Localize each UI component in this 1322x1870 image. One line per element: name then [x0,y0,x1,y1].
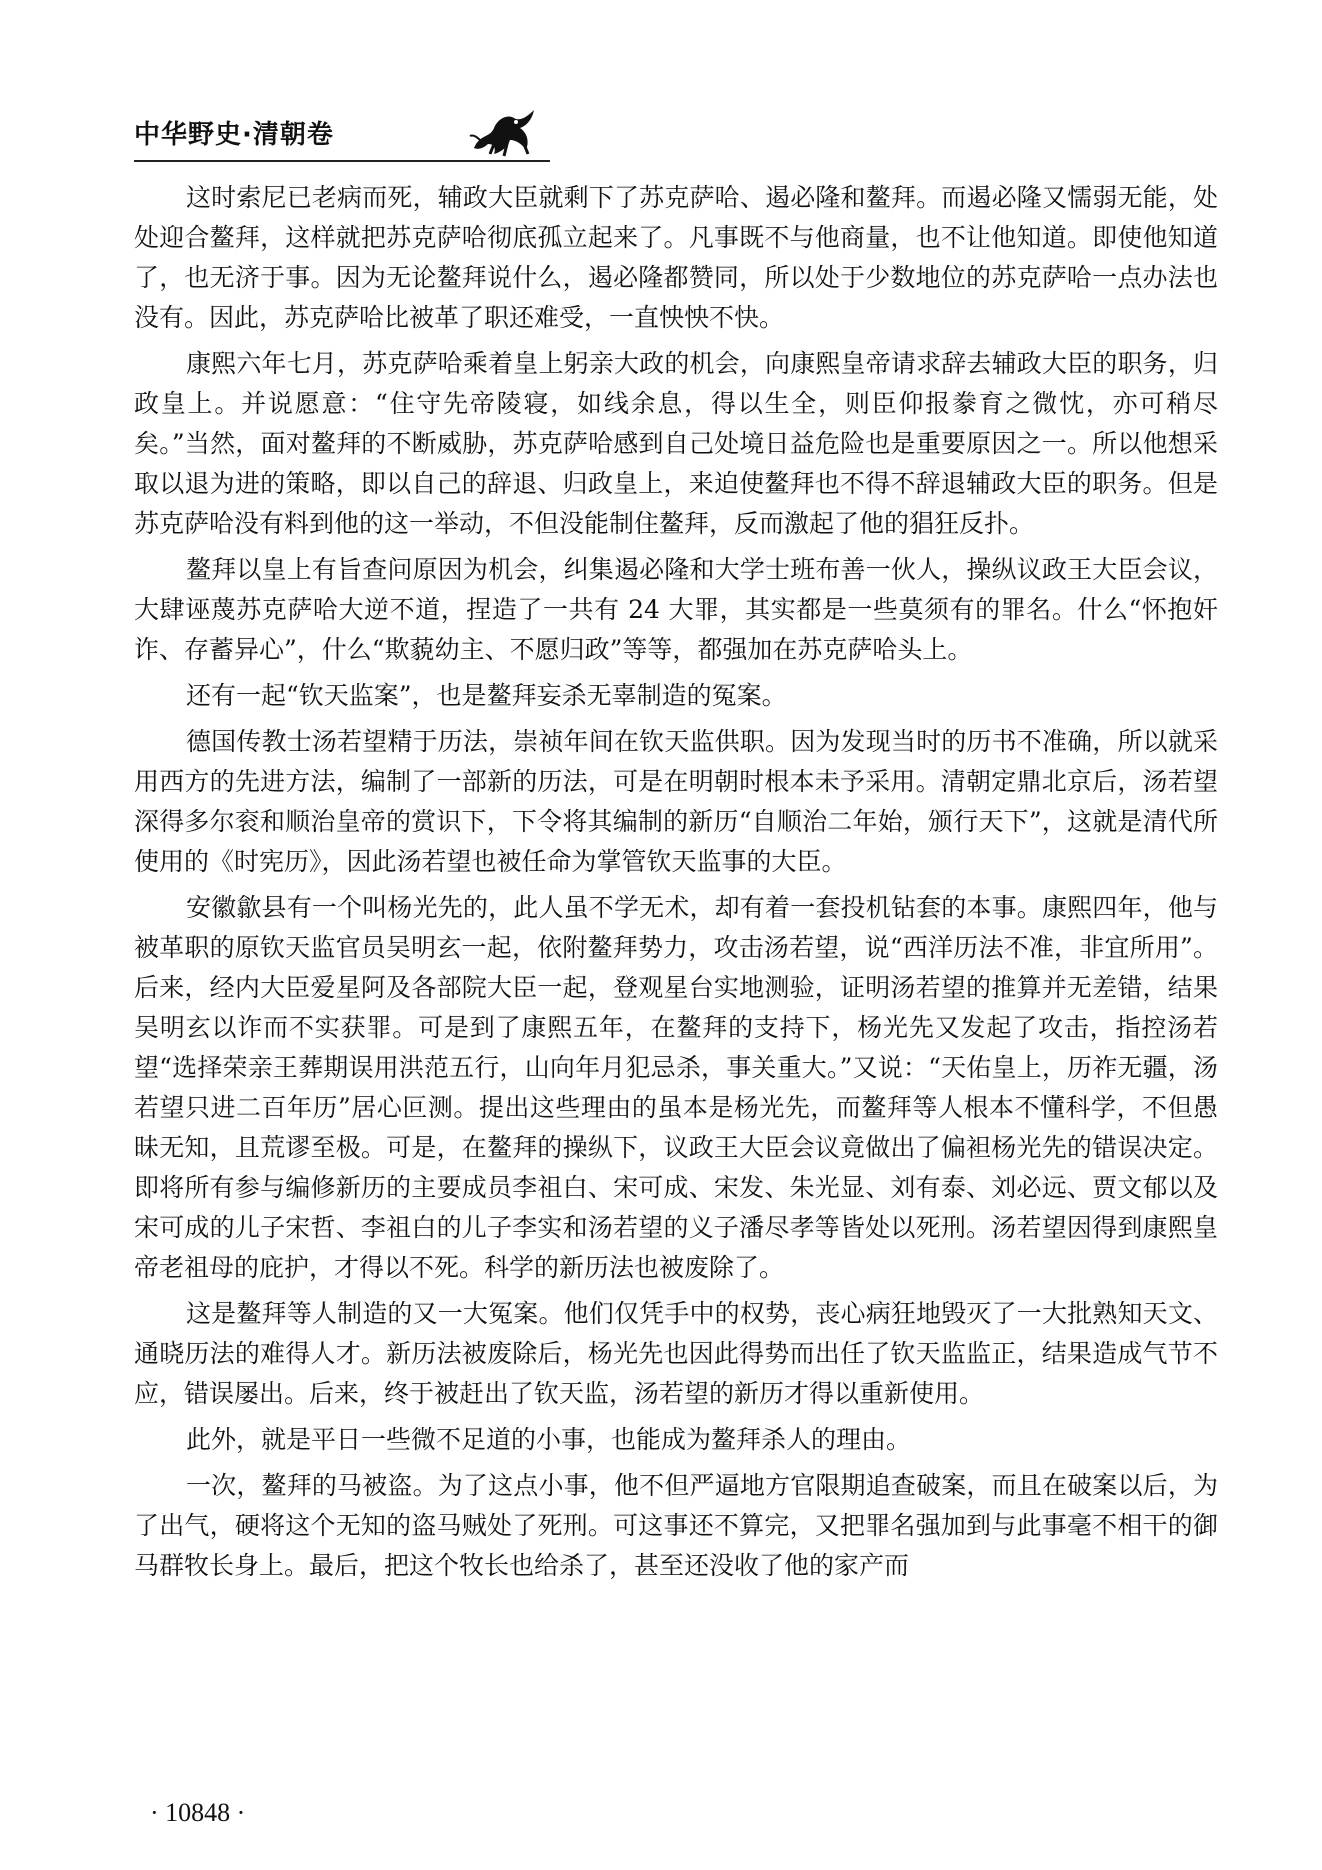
dragon-emblem-icon [468,104,542,158]
paragraph: 鳌拜以皇上有旨查问原因为机会，纠集遏必隆和大学士班布善一伙人，操纵议政王大臣会议，大肆诬蔑苏克萨哈大逆不道，捏造了一共有 24 大罪，其实都是一些莫须有的罪名。什么“怀抱奸诈、存蓄异心”，什么“欺藐幼主、不愿归政”等等，都强加在苏克萨哈头上。 [134,555,1218,664]
paragraph: 一次，鳌拜的马被盗。为了这点小事，他不但严逼地方官限期追查破案，而且在破案以后，为了出气，硬将这个无知的盗马贼处了死刑。可这事还不算完，又把罪名强加到与此事毫不相干的御马群牧长身上。最后，把这个牧长也给杀了，甚至还没收了他的家产而 [134,1471,1218,1580]
paragraph: 这是鳌拜等人制造的又一大冤案。他们仅凭手中的权势，丧心病狂地毁灭了一大批熟知天文、通晓历法的难得人才。新历法被废除后，杨光先也因此得势而出任了钦天监监正，结果造成气节不应，错误屡出。后来，终于被赶出了钦天监，汤若望的新历才得以重新使用。 [134,1299,1218,1408]
running-header [134,104,550,164]
paragraph: 这时索尼已老病而死，辅政大臣就剩下了苏克萨哈、遏必隆和鳌拜。而遏必隆又懦弱无能，处处迎合鳌拜，这样就把苏克萨哈彻底孤立起来了。凡事既不与他商量，也不让他知道。即使他知道了，也无济于事。因为无论鳌拜说什么，遏必隆都赞同，所以处于少数地位的苏克萨哈一点办法也没有。因此，苏克萨哈比被革了职还难受，一直怏怏不快。 [134,183,1218,332]
paragraph: 此外，就是平日一些微不足道的小事，也能成为鳌拜杀人的理由。 [186,1425,912,1454]
book-title: 中华野史·清朝卷 [134,120,334,150]
body-text [134,178,1218,1592]
paragraph: 安徽歙县有一个叫杨光先的，此人虽不学无术，却有着一套投机钻套的本事。康熙四年，他与被革职的原钦天监官员吴明玄一起，依附鳌拜势力，攻击汤若望，说“西洋历法不准，非宜所用”。后来，经内大臣爱星阿及各部院大臣一起，登观星台实地测验，证明汤若望的推算并无差错，结果吴明玄以诈而不实获罪。可是到了康熙五年，在鳌拜的支持下，杨光先又发起了攻击，指控汤若望“选择荣亲王葬期误用洪范五行，山向年月犯忌杀，事关重大。”又说：“天佑皇上，历祚无疆，汤若望只进二百年历”居心叵测。提出这些理由的虽本是杨光先，而鳌拜等人根本不懂科学，不但愚昧无知，且荒谬至极。可是，在鳌拜的操纵下，议政王大臣会议竟做出了偏袒杨光先的错误决定。即将所有参与编修新历的主要成员李祖白、宋可成、宋发、朱光显、刘有泰、刘必远、贾文郁以及宋可成的儿子宋哲、李祖白的儿子李实和汤若望的义子潘尽孝等皆处以死刑。汤若望因得到康熙皇帝老祖母的庇护，才得以不死。科学的新历法也被废除了。 [134,893,1218,1282]
header-rule [134,160,550,162]
page-number: · 10848 · [150,1798,246,1827]
paragraph: 还有一起“钦天监案”，也是鳌拜妄杀无辜制造的冤案。 [186,681,787,710]
paragraph: 德国传教士汤若望精于历法，崇祯年间在钦天监供职。因为发现当时的历书不准确，所以就采用西方的先进方法，编制了一部新的历法，可是在明朝时根本未予采用。清朝定鼎北京后，汤若望深得多尔衮和顺治皇帝的赏识下，下令将其编制的新历“自顺治二年始，颁行天下”，这就是清代所使用的《时宪历》，因此汤若望也被任命为掌管钦天监事的大臣。 [134,727,1218,876]
paragraph: 康熙六年七月，苏克萨哈乘着皇上躬亲大政的机会，向康熙皇帝请求辞去辅政大臣的职务，归政皇上。并说愿意：“住守先帝陵寝，如线余息，得以生全，则臣仰报豢育之微忱，亦可稍尽矣。”当然，面对鳌拜的不断威胁，苏克萨哈感到自己处境日益危险也是重要原因之一。所以他想采取以退为进的策略，即以自己的辞退、归政皇上，来迫使鳌拜也不得不辞退辅政大臣的职务。但是苏克萨哈没有料到他的这一举动，不但没能制住鳌拜，反而激起了他的猖狂反扑。 [134,349,1218,538]
